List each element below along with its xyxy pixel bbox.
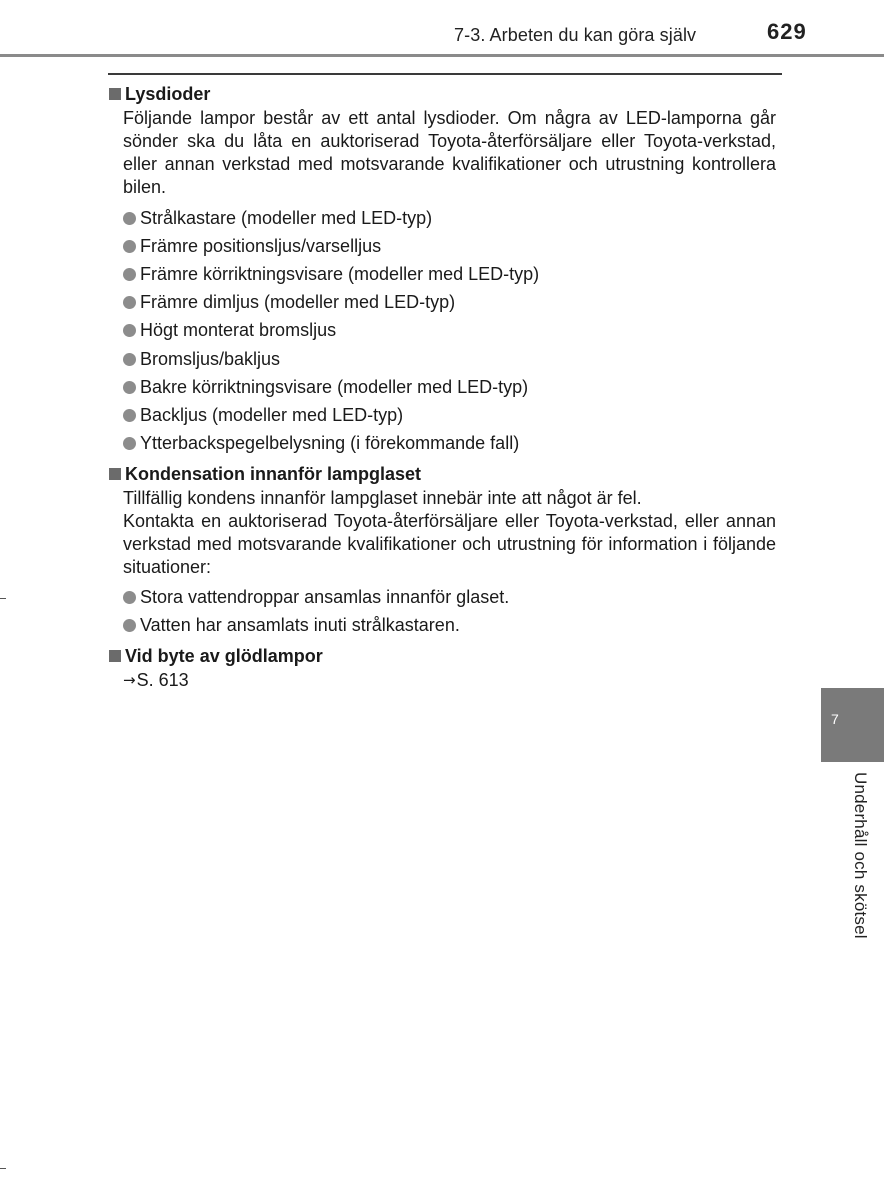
square-bullet-icon — [109, 650, 121, 662]
section-heading — [108, 462, 776, 486]
list-item-text: Bakre körriktningsvisare (modeller med LED-typ) — [140, 376, 529, 397]
list-item — [123, 345, 776, 373]
section-glodlampor — [108, 644, 776, 692]
dot-bullet-icon — [123, 324, 136, 337]
section-kondensation — [108, 462, 776, 640]
page-header — [0, 0, 884, 60]
page-reference-text: S. 613 — [136, 670, 189, 691]
list-item-text: Främre positionsljus/varselljus — [140, 235, 382, 256]
paragraph: Kontakta en auktoriserad Toyota-återförsäljare eller Toyota-verkstad, eller annan verkstad med motsvarande kvalifikationer och utrustning för information i följande situationer: — [123, 510, 776, 577]
page-reference-link[interactable] — [123, 669, 776, 692]
dot-bullet-icon — [123, 240, 136, 253]
list-item — [123, 612, 776, 640]
section-divider — [108, 73, 782, 75]
page-number: 629 — [767, 19, 807, 44]
section-heading-text: Vid byte av glödlampor — [125, 646, 323, 667]
section-heading-text: Kondensation innanför lampglaset — [125, 463, 422, 484]
list-item — [123, 289, 776, 317]
dot-bullet-icon — [123, 591, 136, 604]
dot-bullet-icon — [123, 296, 136, 309]
dot-bullet-icon — [123, 381, 136, 394]
page-content — [108, 82, 776, 694]
square-bullet-icon — [109, 468, 121, 480]
dot-bullet-icon — [123, 437, 136, 450]
chapter-title: 7-3. Arbeten du kan göra själv — [454, 25, 697, 45]
list-item-text: Strålkastare (modeller med LED-typ) — [140, 207, 433, 228]
list-item-text: Backljus (modeller med LED-typ) — [140, 404, 404, 425]
paragraph: Följande lampor består av ett antal lysdioder. Om några av LED-lamporna går sönder ska du låta en auktoriserad Toyota-återförsäljare eller Toyota-verkstad, eller annan verkstad med motsvarande kvalifikationer och utrustning kontrollera bilen. — [123, 108, 776, 197]
list-item — [123, 430, 776, 458]
list-item — [123, 584, 776, 612]
chapter-tab-number: 7 — [831, 711, 839, 727]
section-heading-text: Lysdioder — [125, 84, 211, 104]
chapter-side-title: Underhåll och skötsel — [851, 772, 870, 939]
dot-bullet-icon — [123, 353, 136, 366]
section-heading — [108, 82, 776, 106]
dot-bullet-icon — [123, 409, 136, 422]
section-heading — [108, 644, 776, 668]
dot-bullet-icon — [123, 268, 136, 281]
list-item-text: Främre körriktningsvisare (modeller med LED-typ) — [140, 263, 540, 284]
paragraph: Tillfällig kondens innanför lampglaset innebär inte att något är fel. — [123, 487, 642, 508]
list-item — [123, 204, 776, 232]
section-lysdioder — [108, 82, 776, 458]
square-bullet-icon — [109, 88, 121, 100]
crop-mark — [0, 598, 6, 599]
list-item-text: Bromsljus/bakljus — [140, 348, 281, 369]
list-item-text: Vatten har ansamlats inuti strålkastaren. — [140, 615, 460, 636]
list-item — [123, 260, 776, 288]
crop-mark — [0, 1168, 6, 1169]
list-item-text: Främre dimljus (modeller med LED-typ) — [140, 292, 456, 313]
dot-bullet-icon — [123, 212, 136, 225]
bullet-list — [123, 584, 776, 640]
list-item-text: Ytterbackspegelbelysning (i förekommande fall) — [140, 433, 520, 454]
list-item — [123, 232, 776, 260]
list-item — [123, 373, 776, 401]
header-divider — [0, 54, 884, 57]
dot-bullet-icon — [123, 619, 136, 632]
list-item — [123, 317, 776, 345]
list-item-text: Högt monterat bromsljus — [140, 320, 337, 341]
list-item — [123, 401, 776, 429]
arrow-right-icon: → — [123, 671, 136, 690]
list-item-text: Stora vattendroppar ansamlas innanför glaset. — [140, 587, 510, 608]
bullet-list — [123, 204, 776, 458]
